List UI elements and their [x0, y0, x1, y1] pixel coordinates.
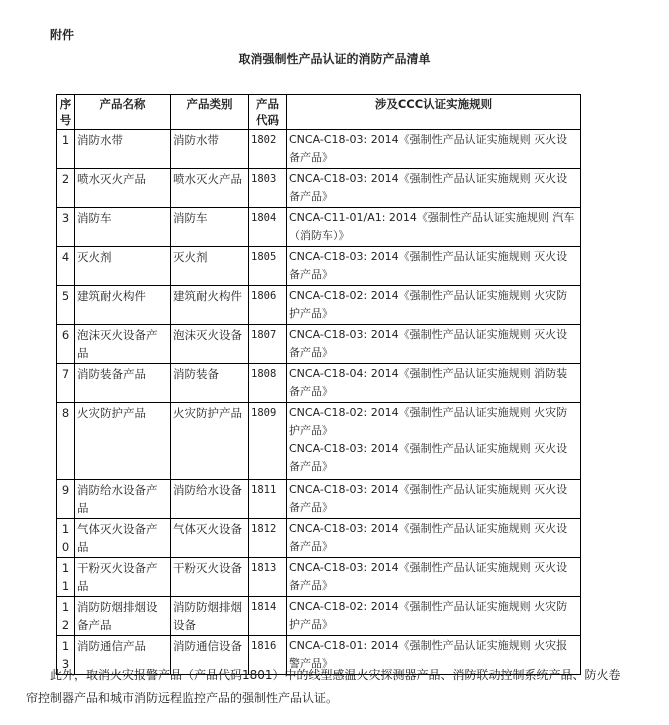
cell-rules	[287, 286, 581, 325]
cell-code: 1816	[249, 636, 287, 675]
header-code: 产品代码	[249, 95, 287, 130]
cell-rules	[287, 169, 581, 208]
table-row	[57, 130, 581, 169]
cell-category: 消防防烟排烟设备	[171, 597, 249, 636]
rule-line: CNCA-C11-01/A1: 2014《强制性产品认证实施规则 汽车（消防车）》	[289, 211, 575, 242]
table-row	[57, 169, 581, 208]
cell-no: 11	[57, 558, 75, 597]
header-category: 产品类别	[171, 95, 249, 130]
cell-code: 1813	[249, 558, 287, 597]
cell-code: 1805	[249, 247, 287, 286]
cell-category: 消防装备	[171, 364, 249, 403]
table-row	[57, 247, 581, 286]
table-row	[57, 558, 581, 597]
page-title: 取消强制性产品认证的消防产品清单	[238, 52, 431, 66]
cell-rules	[287, 403, 581, 480]
cell-rules	[287, 130, 581, 169]
rule-line: CNCA-C18-03: 2014《强制性产品认证实施规则 灭火设备产品》	[289, 172, 568, 203]
cell-rules	[287, 247, 581, 286]
cell-category: 喷水灭火产品	[171, 169, 249, 208]
cell-category: 灭火剂	[171, 247, 249, 286]
rule-line: CNCA-C18-02: 2014《强制性产品认证实施规则 火灾防护产品》	[289, 289, 568, 320]
cell-name: 消防防烟排烟设备产品	[75, 597, 171, 636]
rule-line: CNCA-C18-03: 2014《强制性产品认证实施规则 灭火设备产品》	[289, 328, 568, 359]
cell-rules	[287, 480, 581, 519]
rule-line: CNCA-C18-03: 2014《强制性产品认证实施规则 灭火设备产品》	[289, 561, 568, 592]
cell-code: 1806	[249, 286, 287, 325]
cell-no: 12	[57, 597, 75, 636]
cell-rules	[287, 519, 581, 558]
cell-no: 13	[57, 636, 75, 675]
cell-rules	[287, 597, 581, 636]
cell-name: 消防通信产品	[75, 636, 171, 675]
cell-no: 8	[57, 403, 75, 480]
cell-category: 消防水带	[171, 130, 249, 169]
cell-category: 建筑耐火构件	[171, 286, 249, 325]
cell-name: 火灾防护产品	[75, 403, 171, 480]
cell-rules	[287, 325, 581, 364]
header-no: 序号	[57, 95, 75, 130]
cell-category: 火灾防护产品	[171, 403, 249, 480]
cell-no: 10	[57, 519, 75, 558]
cell-category: 消防通信设备	[171, 636, 249, 675]
cell-code: 1811	[249, 480, 287, 519]
cell-category: 消防给水设备	[171, 480, 249, 519]
table-row	[57, 364, 581, 403]
product-table	[56, 94, 581, 675]
rule-line: CNCA-C18-02: 2014《强制性产品认证实施规则 火灾防护产品》	[289, 600, 568, 631]
cell-code: 1803	[249, 169, 287, 208]
cell-no: 9	[57, 480, 75, 519]
cell-category: 消防车	[171, 208, 249, 247]
table-body	[57, 130, 581, 675]
cell-code: 1809	[249, 403, 287, 480]
rule-line: CNCA-C18-03: 2014《强制性产品认证实施规则 灭火设备产品》	[289, 522, 568, 553]
cell-code: 1808	[249, 364, 287, 403]
attachment-label: 附件	[50, 28, 75, 42]
footnote	[26, 664, 626, 710]
footnote-text: 此外，取消火灾报警产品（产品代码1801）中的线型感温火灾探测器产品、消防联动控制系统产品、防火卷帘控制器产品和城市消防远程监控产品的强制性产品认证。	[26, 668, 621, 705]
table-row	[57, 286, 581, 325]
cell-no: 1	[57, 130, 75, 169]
cell-rules	[287, 558, 581, 597]
table-row	[57, 403, 581, 480]
cell-name: 消防车	[75, 208, 171, 247]
cell-category: 气体灭火设备	[171, 519, 249, 558]
cell-no: 7	[57, 364, 75, 403]
cell-name: 干粉灭火设备产品	[75, 558, 171, 597]
cell-name: 泡沫灭火设备产品	[75, 325, 171, 364]
cell-code: 1814	[249, 597, 287, 636]
cell-name: 喷水灭火产品	[75, 169, 171, 208]
rule-line: CNCA-C18-03: 2014《强制性产品认证实施规则 灭火设备产品》	[289, 483, 568, 514]
cell-code: 1807	[249, 325, 287, 364]
cell-no: 2	[57, 169, 75, 208]
rule-line: CNCA-C18-02: 2014《强制性产品认证实施规则 火灾防护产品》	[289, 406, 568, 437]
rule-line: CNCA-C18-03: 2014《强制性产品认证实施规则 灭火设备产品》	[289, 442, 568, 473]
cell-no: 6	[57, 325, 75, 364]
cell-code: 1802	[249, 130, 287, 169]
cell-category: 干粉灭火设备	[171, 558, 249, 597]
cell-rules	[287, 364, 581, 403]
header-rules: 涉及CCC认证实施规则	[287, 95, 581, 130]
table-row	[57, 597, 581, 636]
table-header	[57, 95, 581, 130]
cell-rules	[287, 208, 581, 247]
table-row	[57, 480, 581, 519]
table-row	[57, 519, 581, 558]
cell-code: 1804	[249, 208, 287, 247]
cell-name: 消防给水设备产品	[75, 480, 171, 519]
rule-line: CNCA-C18-04: 2014《强制性产品认证实施规则 消防装备产品》	[289, 367, 568, 398]
cell-name: 建筑耐火构件	[75, 286, 171, 325]
header-row	[57, 95, 581, 130]
header-name: 产品名称	[75, 95, 171, 130]
cell-no: 4	[57, 247, 75, 286]
rule-line: CNCA-C18-01: 2014《强制性产品认证实施规则 火灾报警产品》	[289, 639, 568, 670]
cell-no: 3	[57, 208, 75, 247]
rule-line: CNCA-C18-03: 2014《强制性产品认证实施规则 灭火设备产品》	[289, 133, 568, 164]
cell-name: 灭火剂	[75, 247, 171, 286]
cell-name: 消防水带	[75, 130, 171, 169]
cell-name: 消防装备产品	[75, 364, 171, 403]
cell-no: 5	[57, 286, 75, 325]
table-row	[57, 325, 581, 364]
cell-code: 1812	[249, 519, 287, 558]
rule-line: CNCA-C18-03: 2014《强制性产品认证实施规则 灭火设备产品》	[289, 250, 568, 281]
cell-name: 气体灭火设备产品	[75, 519, 171, 558]
cell-category: 泡沫灭火设备	[171, 325, 249, 364]
table-row	[57, 208, 581, 247]
